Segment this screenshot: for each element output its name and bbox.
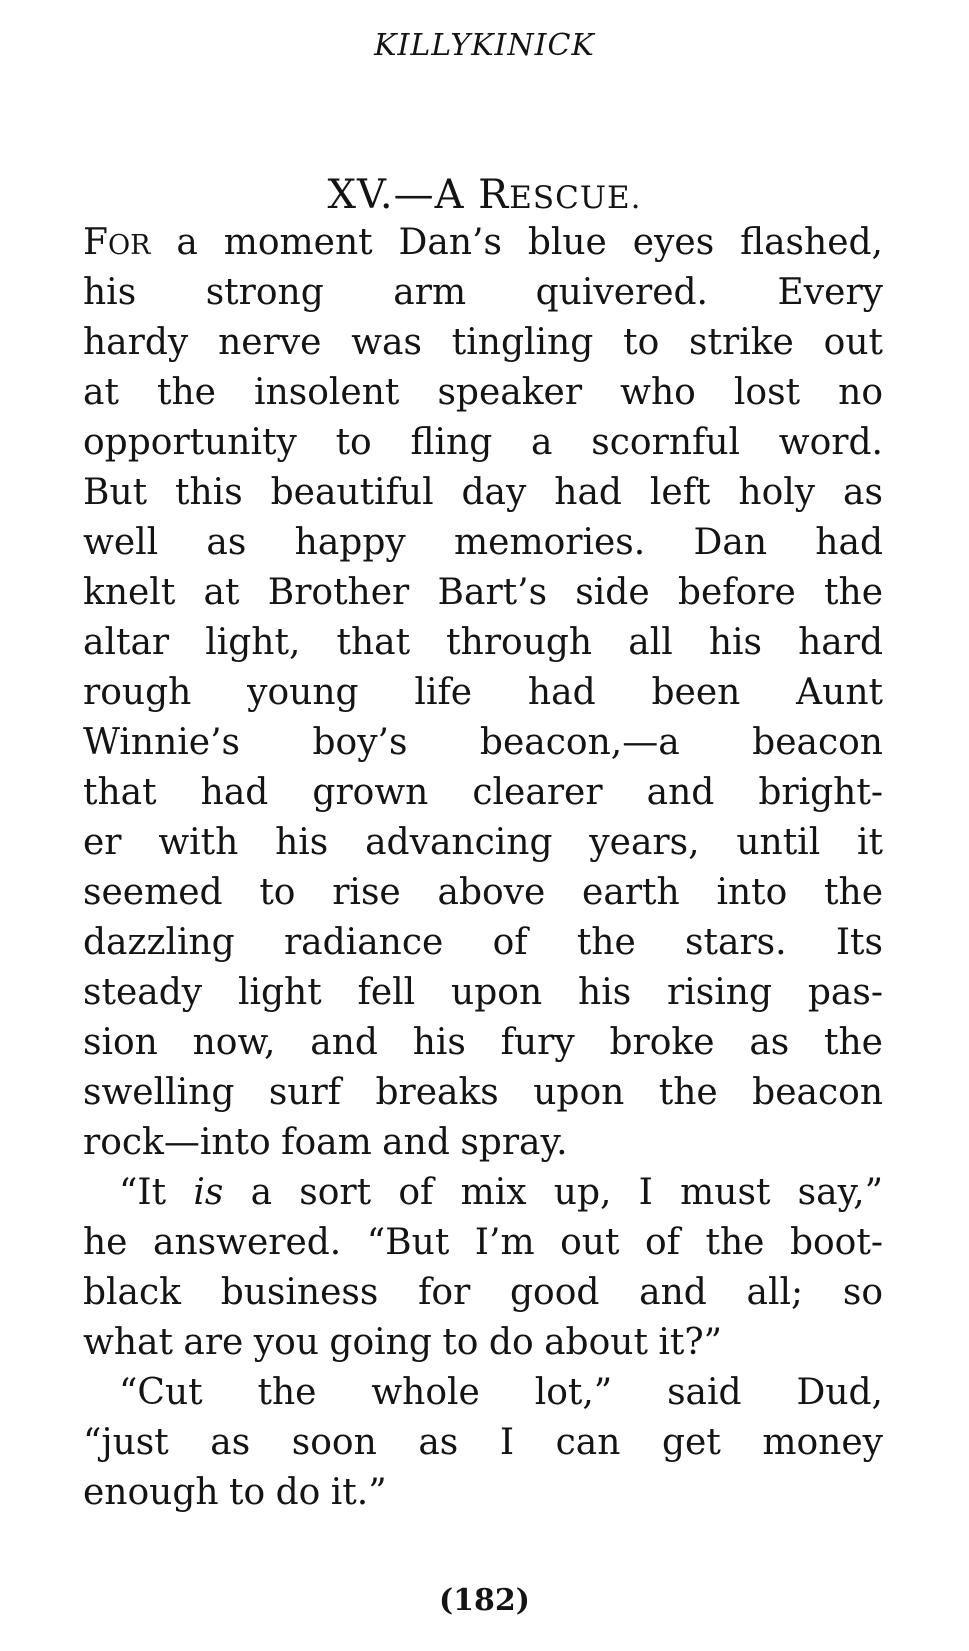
text-line: rock—into foam and spray. bbox=[83, 1122, 568, 1163]
running-head: KILLYKINICK bbox=[374, 28, 595, 63]
chapter-title-prefix: XV.—A bbox=[327, 172, 479, 218]
line-text: a moment Dan’s blue eyes flashed, bbox=[150, 222, 883, 263]
text-line: what are you going to do about it?” bbox=[83, 1322, 723, 1363]
text-line: hardy nerve was tingling to strike out bbox=[83, 322, 883, 363]
lead-capital: F bbox=[83, 222, 108, 263]
text-line: black business for good and all; so bbox=[83, 1272, 883, 1313]
text-line: “just as soon as I can get money bbox=[83, 1422, 883, 1463]
italic-word: is bbox=[193, 1172, 224, 1213]
text-line: But this beautiful day had left holy as bbox=[83, 472, 883, 513]
text-line: rough young life had been Aunt bbox=[83, 672, 883, 713]
text-line: knelt at Brother Bart’s side before the bbox=[83, 572, 883, 613]
text-line: that had grown clearer and bright- bbox=[83, 772, 883, 813]
text-line: altar light, that through all his hard bbox=[83, 622, 883, 663]
page-number: (182) bbox=[438, 1583, 530, 1618]
text-line bbox=[83, 218, 883, 268]
text-line: dazzling radiance of the stars. Its bbox=[83, 922, 883, 963]
text-line: Winnie’s boy’s beacon,—a beacon bbox=[83, 722, 883, 763]
text-line: “Cut the whole lot,” said Dud, bbox=[119, 1372, 883, 1413]
chapter-title bbox=[0, 172, 969, 218]
text-line: seemed to rise above earth into the bbox=[83, 872, 883, 913]
text-line: opportunity to fling a scornful word. bbox=[83, 422, 883, 463]
text-line: er with his advancing years, until it bbox=[83, 822, 883, 863]
text-line: well as happy memories. Dan had bbox=[83, 522, 883, 563]
text-line: steady light fell upon his rising pas- bbox=[83, 972, 883, 1013]
text-line: at the insolent speaker who lost no bbox=[83, 372, 883, 413]
text-line: his strong arm quivered. Every bbox=[83, 272, 883, 313]
body-text bbox=[83, 218, 883, 1518]
text-line bbox=[83, 1168, 883, 1218]
line-text: a sort of mix up, I must say,” bbox=[223, 1172, 883, 1213]
text-line: he answered. “But I’m out of the boot- bbox=[83, 1222, 883, 1263]
text-line: enough to do it.” bbox=[83, 1472, 387, 1513]
lead-small-caps: OR bbox=[107, 230, 151, 261]
text-line: sion now, and his fury broke as the bbox=[83, 1022, 883, 1063]
chapter-title-initial: R bbox=[478, 172, 510, 218]
line-text: “It bbox=[119, 1172, 194, 1213]
chapter-title-rest: ESCUE. bbox=[509, 180, 642, 216]
text-line: swelling surf breaks upon the beacon bbox=[83, 1072, 883, 1113]
